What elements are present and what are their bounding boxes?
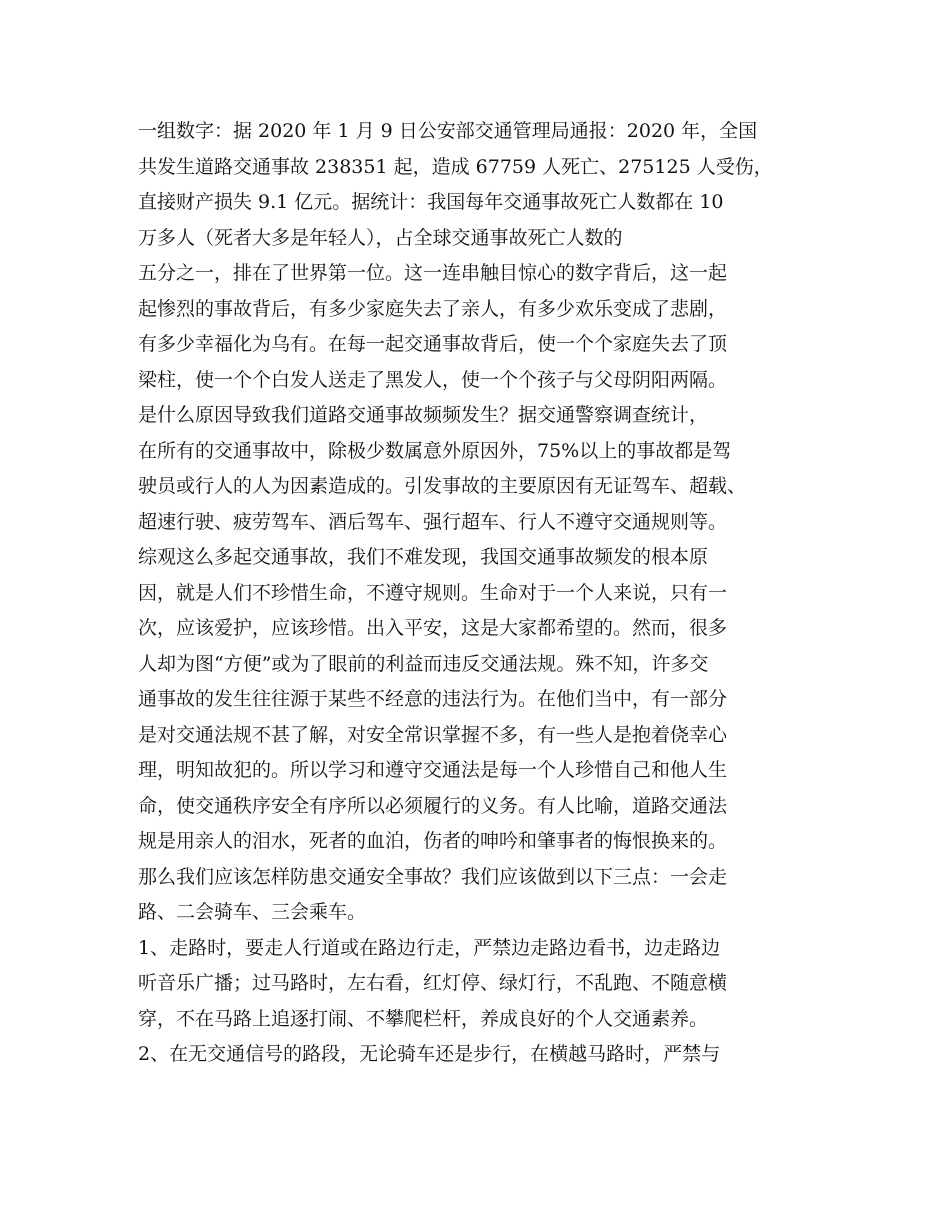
text-line: 穿，不在马路上追逐打闹、不攀爬栏杆，养成良好的个人交通素养。	[138, 1007, 709, 1030]
text-line: 驶员或行人的人为因素造成的。引发事故的主要原因有无证驾车、超载、	[138, 475, 747, 497]
text-line: 规是用亲人的泪水，死者的血泊，伤者的呻吟和肇事者的悔恨换来的。	[138, 830, 728, 852]
text-line: 共发生道路交通事故 238351 起，造成 67759 人死亡、275125 人受伤，	[138, 155, 773, 178]
text-line: 次，应该爱护，应该珍惜。出入平安，这是大家都希望的。然而，很多	[138, 617, 728, 639]
text-line: 是对交通法规不甚了解，对安全常识掌握不多，有一些人是抱着侥幸心	[138, 723, 728, 746]
text-line: 万多人（死者大多是年轻人），占全球交通事故死亡人数的	[138, 226, 623, 249]
text-line: 是什么原因导致我们道路交通事故频频发生？据交通警察调查统计，	[138, 404, 709, 426]
text-line: 理，明知故犯的。所以学习和遵守交通法是每一个人珍惜自己和他人生	[138, 759, 728, 781]
text-line: 路、二会骑车、三会乘车。	[138, 901, 367, 923]
text-line: 在所有的交通事故中，除极少数属意外原因外，75%以上的事故都是驾	[138, 439, 732, 462]
text-line: 五分之一，排在了世界第一位。这一连串触目惊心的数字背后，这一起	[138, 262, 728, 284]
text-line: 听音乐广播；过马路时，左右看，红灯停、绿灯行，不乱跑、不随意横	[138, 972, 728, 994]
text-line: 起惨烈的事故背后，有多少家庭失去了亲人，有多少欢乐变成了悲剧，	[138, 297, 728, 320]
text-line: 因，就是人们不珍惜生命，不遵守规则。生命对于一个人来说，只有一	[138, 581, 728, 604]
text-line: 梁柱，使一个个白发人送走了黑发人，使一个个孩子与父母阴阳两隔。	[138, 368, 728, 391]
text-line: 直接财产损失 9.1 亿元。据统计：我国每年交通事故死亡人数都在 10	[138, 191, 724, 213]
text-line: 1、走路时，要走人行道或在路边行走，严禁边走路边看书，边走路边	[138, 936, 721, 959]
text-line: 2、在无交通信号的路段，无论骑车还是步行，在横越马路时，严禁与	[138, 1043, 721, 1065]
text-line: 综观这么多起交通事故，我们不难发现，我国交通事故频发的根本原	[138, 546, 709, 568]
text-line: 人却为图“方便”或为了眼前的利益而违反交通法规。殊不知，许多交	[138, 652, 709, 675]
text-line: 有多少幸福化为乌有。在每一起交通事故背后，使一个个家庭失去了顶	[138, 333, 728, 355]
text-line: 超速行驶、疲劳驾车、酒后驾车、强行超车、行人不遵守交通规则等。	[138, 510, 728, 533]
text-line: 一组数字：据 2020 年 1 月 9 日公安部交通管理局通报：2020 年，全国	[138, 120, 758, 142]
text-line: 那么我们应该怎样防患交通安全事故？我们应该做到以下三点：一会走	[138, 865, 728, 888]
text-line: 命，使交通秩序安全有序所以必须履行的义务。有人比喻，道路交通法	[138, 794, 728, 817]
text-line: 通事故的发生往往源于某些不经意的违法行为。在他们当中，有一部分	[138, 688, 728, 710]
